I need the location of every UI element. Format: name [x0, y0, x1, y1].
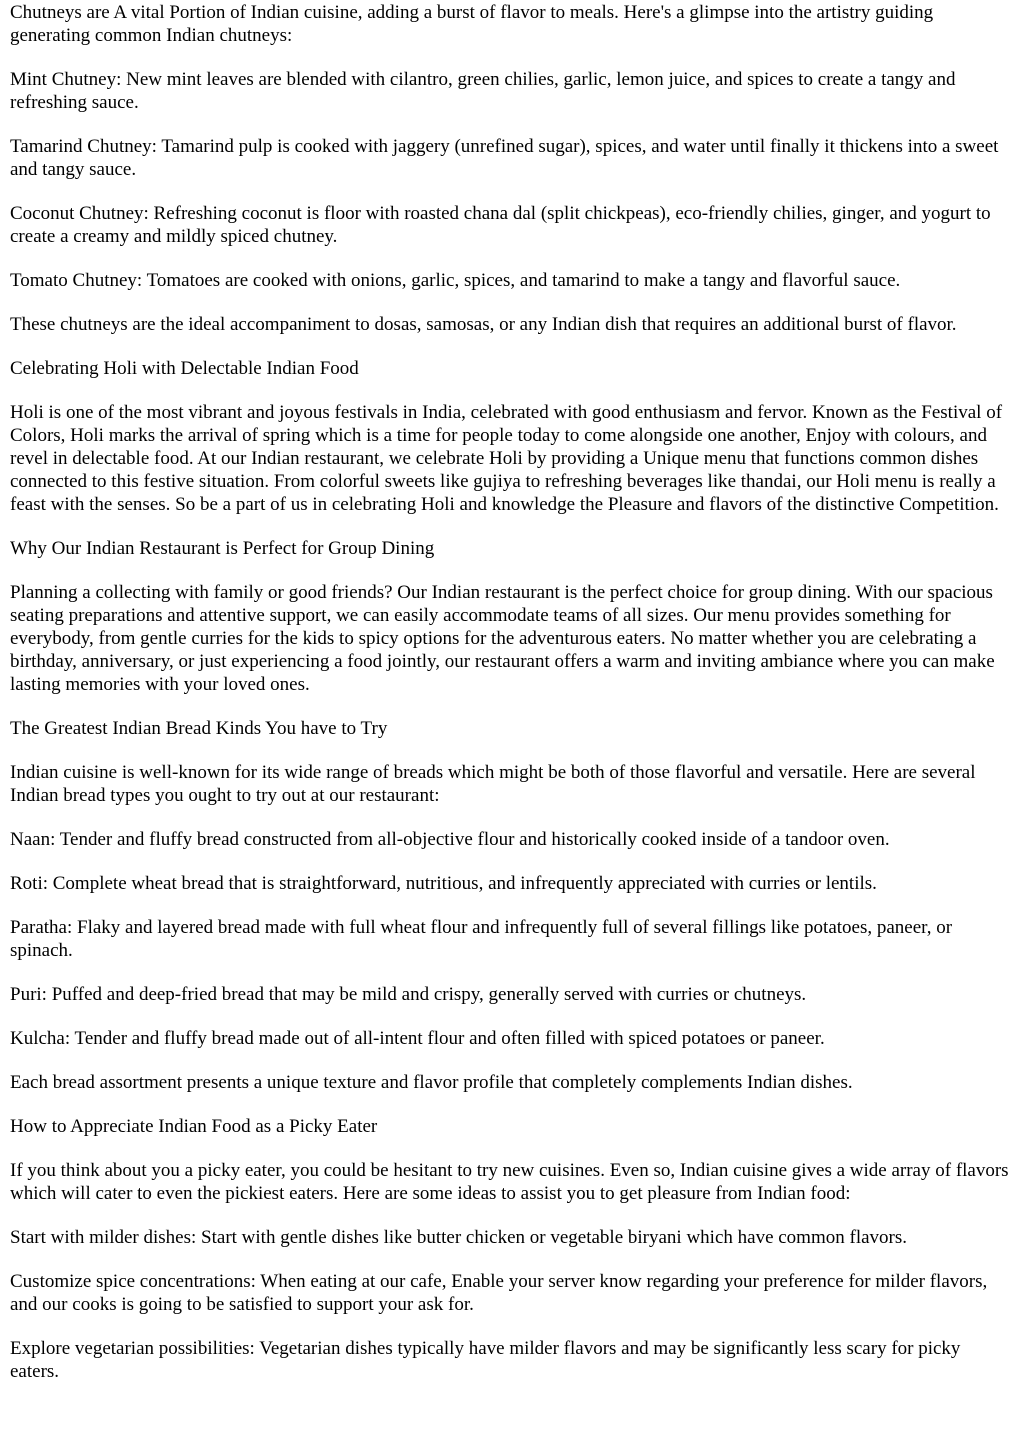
document-body — [0, 1, 1024, 1383]
paragraph-roti: Roti: Complete wheat bread that is straightforward, nutritious, and infrequently appreciated with curries or lentils. — [10, 873, 877, 894]
paragraph-paratha: Paratha: Flaky and layered bread made with full wheat flour and infrequently full of several fillings like potatoes, paneer, or spinach. — [10, 917, 953, 961]
paragraph-kulcha: Kulcha: Tender and fluffy bread made out of all-intent flour and often filled with spiced potatoes or paneer. — [10, 1028, 825, 1049]
paragraph-milder-dishes: Start with milder dishes: Start with gentle dishes like butter chicken or vegetable biryani which have common flavors. — [10, 1227, 907, 1248]
heading-picky-eater: How to Appreciate Indian Food as a Picky Eater — [10, 1116, 378, 1137]
paragraph-group-dining: Planning a collecting with family or good friends? Our Indian restaurant is the perfect choice for group dining. With our spacious seating preparations and attentive support, we can easily accommodate teams of all sizes. Our menu provides something for everybody, from gentle curries for the kids to spicy options for the adventurous eaters. No matter whether you are celebrating a birthday, anniversary, or just experiencing a food jointly, our restaurant offers a warm and inviting ambiance where you can make lasting memories with your loved ones. — [10, 582, 995, 695]
paragraph-coconut-chutney: Coconut Chutney: Refreshing coconut is floor with roasted chana dal (split chickpeas), eco-friendly chilies, ginger, and yogurt to create a creamy and mildly spiced chutney. — [10, 203, 991, 247]
paragraph-vegetarian: Explore vegetarian possibilities: Vegetarian dishes typically have milder flavors and may be significantly less scary for picky eaters. — [10, 1338, 961, 1382]
paragraph-bread-summary: Each bread assortment presents a unique texture and flavor profile that completely complements Indian dishes. — [10, 1072, 853, 1093]
paragraph-tomato-chutney: Tomato Chutney: Tomatoes are cooked with onions, garlic, spices, and tamarind to make a tangy and flavorful sauce. — [10, 270, 901, 291]
heading-bread-kinds: The Greatest Indian Bread Kinds You have to Try — [10, 718, 388, 739]
paragraph-tamarind-chutney: Tamarind Chutney: Tamarind pulp is cooked with jaggery (unrefined sugar), spices, and water until finally it thickens into a sweet and tangy sauce. — [10, 136, 999, 180]
paragraph-naan: Naan: Tender and fluffy bread constructed from all-objective flour and historically cooked inside of a tandoor oven. — [10, 829, 890, 850]
paragraph-intro-chutneys: Chutneys are A vital Portion of Indian cuisine, adding a burst of flavor to meals. Here's a glimpse into the artistry guiding generating common Indian chutneys: — [10, 2, 934, 46]
paragraph-mint-chutney: Mint Chutney: New mint leaves are blended with cilantro, green chilies, garlic, lemon juice, and spices to create a tangy and refreshing sauce. — [10, 69, 956, 113]
paragraph-spice-levels: Customize spice concentrations: When eating at our cafe, Enable your server know regarding your preference for milder flavors, and our cooks is going to be satisfied to support your ask for. — [10, 1271, 988, 1315]
heading-holi: Celebrating Holi with Delectable Indian Food — [10, 358, 359, 379]
paragraph-puri: Puri: Puffed and deep-fried bread that may be mild and crispy, generally served with curries or chutneys. — [10, 984, 807, 1005]
paragraph-picky-eater-intro: If you think about you a picky eater, you could be hesitant to try new cuisines. Even so, Indian cuisine gives a wide array of flavors which will cater to even the pickiest eaters. Here are some ideas to assist you to get pleasure from Indian food: — [10, 1160, 1009, 1204]
heading-group-dining: Why Our Indian Restaurant is Perfect for Group Dining — [10, 538, 435, 559]
paragraph-holi: Holi is one of the most vibrant and joyous festivals in India, celebrated with good enthusiasm and fervor. Known as the Festival of Colors, Holi marks the arrival of spring which is a time for people today to come alongside one another, Enjoy with colours, and revel in delectable food. At our Indian restaurant, we celebrate Holi by providing a Unique menu that functions common dishes connected to this festive situation. From colorful sweets like gujiya to refreshing beverages like thandai, our Holi menu is really a feast with the senses. So be a part of us in celebrating Holi and knowledge the Pleasure and flavors of the distinctive Competition. — [10, 402, 1003, 515]
paragraph-bread-intro: Indian cuisine is well-known for its wide range of breads which might be both of those flavorful and versatile. Here are several Indian bread types you ought to try out at our restaurant: — [10, 762, 976, 806]
paragraph-chutney-summary: These chutneys are the ideal accompaniment to dosas, samosas, or any Indian dish that requires an additional burst of flavor. — [10, 314, 957, 335]
